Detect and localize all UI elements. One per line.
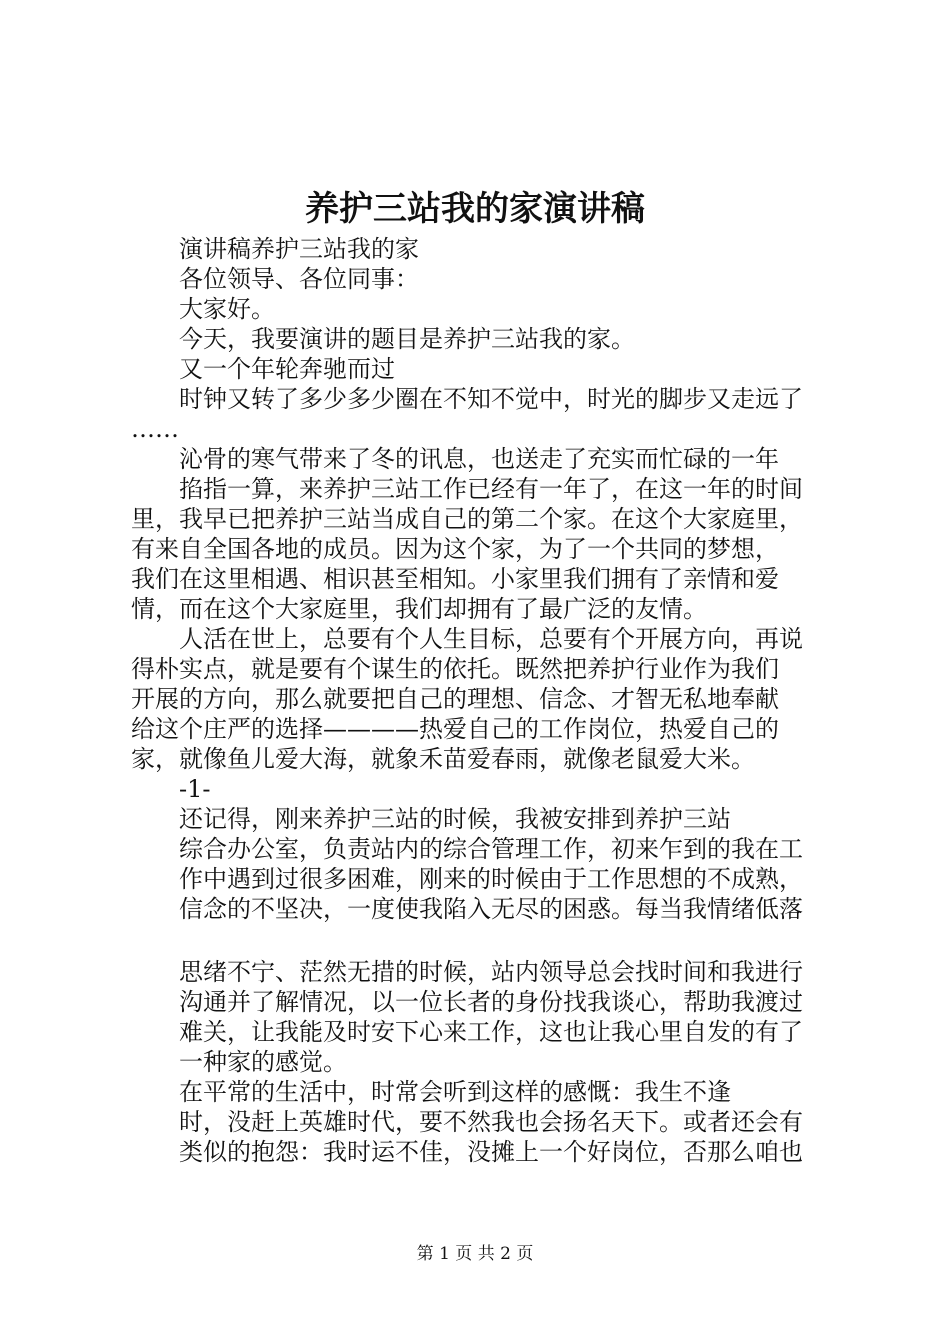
text-line: …… — [131, 415, 179, 443]
text-line: 综合办公室，负责站内的综合管理工作，初来乍到的我在工 — [179, 835, 803, 863]
text-line: 家，就像鱼儿爱大海，就象禾苗爱春雨，就像老鼠爱大米。 — [131, 745, 755, 773]
body-section-1 — [131, 234, 843, 804]
text-line: 沟通并了解情况，以一位长者的身份找我谈心，帮助我渡过 — [179, 988, 803, 1016]
text-line: 有来自全国各地的成员。因为这个家，为了一个共同的梦想， — [131, 535, 779, 563]
text-line: 还记得，刚来养护三站的时候，我被安排到养护三站 — [179, 805, 731, 833]
text-line: 我们在这里相遇、相识甚至相知。小家里我们拥有了亲情和爱 — [131, 565, 779, 593]
text-line: 时钟又转了多少多少圈在不知不觉中，时光的脚步又走远了 — [179, 385, 803, 413]
text-line: 一种家的感觉。 — [179, 1048, 347, 1076]
body-section-3 — [179, 957, 843, 1167]
text-line: 里，我早已把养护三站当成自己的第二个家。在这个大家庭里， — [131, 505, 803, 533]
text-line: 思绪不宁、茫然无措的时候，站内领导总会找时间和我进行 — [179, 958, 803, 986]
text-line: 难关，让我能及时安下心来工作，这也让我心里自发的有了 — [179, 1018, 803, 1046]
text-line: 大家好。 — [179, 295, 275, 323]
page-footer: 第 1 页 共 2 页 — [416, 1244, 534, 1264]
text-line: 情，而在这个大家庭里，我们却拥有了最广泛的友情。 — [131, 595, 707, 623]
text-line: 今天，我要演讲的题目是养护三站我的家。 — [179, 325, 635, 353]
body-section-2 — [179, 804, 843, 924]
text-line: 掐指一算，来养护三站工作已经有一年了，在这一年的时间 — [179, 475, 803, 503]
text-line: 得朴实点，就是要有个谋生的依托。既然把养护行业作为我们 — [131, 655, 779, 683]
text-line: 在平常的生活中，时常会听到这样的感慨：我生不逢 — [179, 1078, 731, 1106]
text-line: 各位领导、各位同事： — [179, 265, 419, 293]
text-line: 人活在世上，总要有个人生目标，总要有个开展方向，再说 — [179, 625, 803, 653]
document-title: 养护三站我的家演讲稿 — [305, 189, 645, 229]
text-line: 给这个庄严的选择————热爱自己的工作岗位，热爱自己的 — [131, 715, 779, 743]
text-line: 演讲稿养护三站我的家 — [179, 235, 419, 263]
text-line: 作中遇到过很多困难，刚来的时候由于工作思想的不成熟， — [179, 865, 803, 893]
text-line: 又一个年轮奔驰而过 — [179, 355, 395, 383]
text-line: 类似的抱怨：我时运不佳，没摊上一个好岗位，否那么咱也 — [179, 1138, 803, 1166]
text-line: 开展的方向，那么就要把自己的理想、信念、才智无私地奉献 — [131, 685, 779, 713]
text-line: 时，没赶上英雄时代，要不然我也会扬名天下。或者还会有 — [179, 1108, 803, 1136]
page-marker: -1- — [179, 775, 211, 803]
text-line: 沁骨的寒气带来了冬的讯息，也送走了充实而忙碌的一年 — [179, 445, 779, 473]
text-line: 信念的不坚决，一度使我陷入无尽的困惑。每当我情绪低落 — [179, 895, 803, 923]
